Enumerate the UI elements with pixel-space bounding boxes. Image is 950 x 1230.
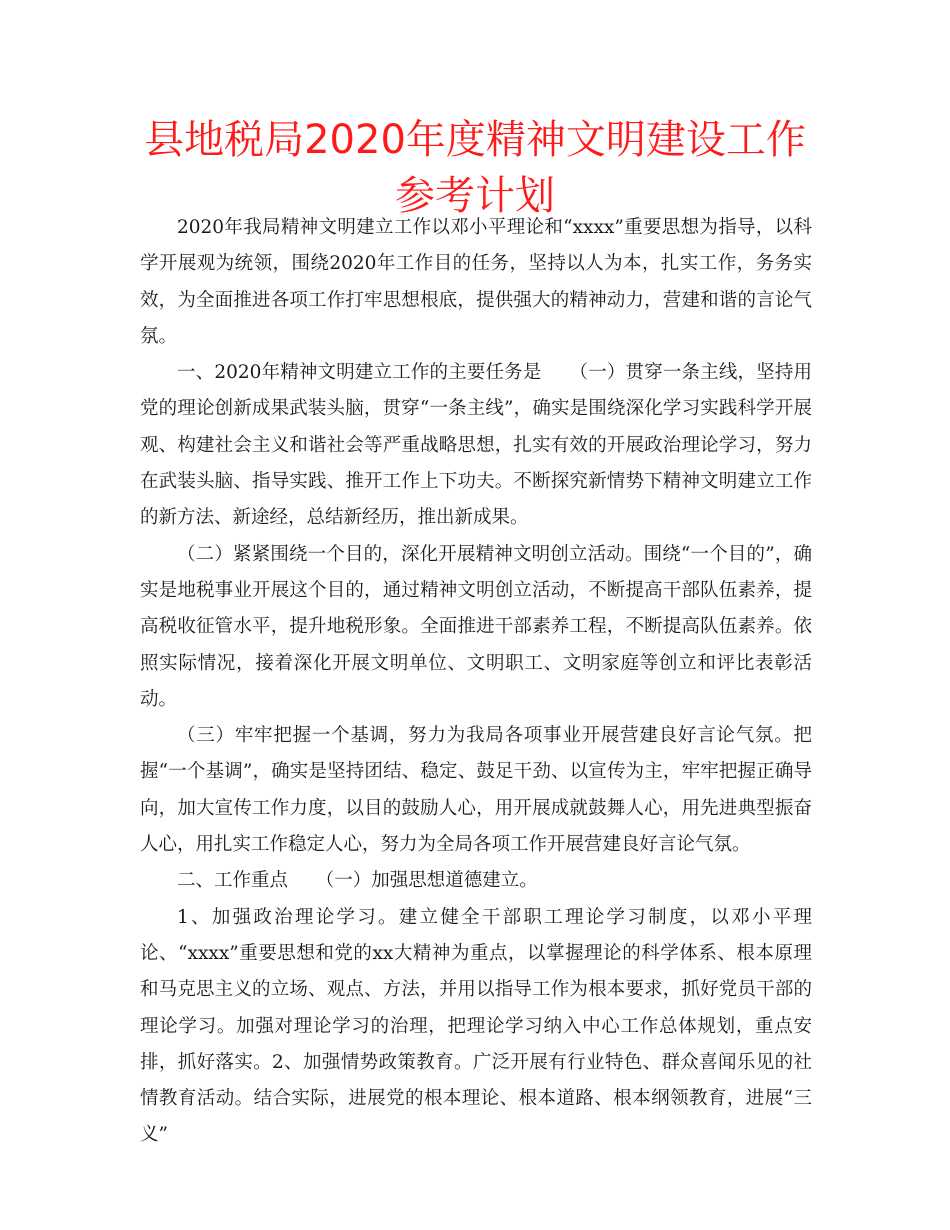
paragraph-task-two: （二）紧紧围绕一个目的，深化开展精神文明创立活动。围绕“一个目的”，确实是地税事业开展这个目的，通过精神文明创立活动，不断提高干部队伍素养，提高税收征管水平，提升地税形象。全面推进干部素养工程，不断提高队伍素养。依照实际情况，接着深化开展文明单位、文明职工、文明家庭等创立和评比表彰活动。 [140,543,812,710]
paragraph-main-tasks: 一、2020年精神文明建立工作的主要任务是 （一）贯穿一条主线，坚持用党的理论创新成果武装头脑，贯穿“一条主线”，确实是围绕深化学习实践科学开展观、构建社会主义和谐社会等严重战略思想，扎实有效的开展政治理论学习，努力在武装头脑、指导实践、推开工作上下功夫。不断探究新情势下精神文明建立工作的新方法、新途经，总结新经历，推出新成果。 [140,362,812,529]
paragraph-political-study: 1、加强政治理论学习。建立健全干部职工理论学习制度，以邓小平理论、“xxxx”重要思想和党的xx大精神为重点，以掌握理论的科学体系、根本原理和马克思主义的立场、观点、方法，并用以指导工作为根本要求，抓好党员干部的理论学习。加强对理论学习的治理，把理论学习纳入中心工作总体规划，重点安排，抓好落实。2、加强情势政策教育。广泛开展有行业特色、群众喜闻乐见的社情教育活动。结合实际，进展党的根本理论、根本道路、根本纲领教育，进展“三义” [140,906,812,1146]
document-title: 县地税局2020年度精神文明建设工作参考计划 [144,117,806,219]
paragraph-task-three: （三）牢牢把握一个基调，努力为我局各项事业开展营建良好言论气氛。把握“一个基调”，确实是坚持团结、稳定、鼓足干劲、以宣传为主，牢牢把握正确导向，加大宣传工作力度，以目的鼓励人心，用开展成就鼓舞人心，用先进典型振奋人心，用扎实工作稳定人心，努力为全局各项工作开展营建良好言论气氛。 [140,725,812,856]
document-body [140,210,812,1154]
paragraph-intro: 2020年我局精神文明建立工作以邓小平理论和“xxxx”重要思想为指导，以科学开展观为统领，围绕2020年工作目的任务，坚持以人为本，扎实工作，务务实效，为全面推进各项工作打牢思想根底，提供强大的精神动力，营建和谐的言论气氛。 [140,217,812,347]
paragraph-work-focus: 二、工作重点 （一）加强思想道德建立。 [177,870,538,892]
